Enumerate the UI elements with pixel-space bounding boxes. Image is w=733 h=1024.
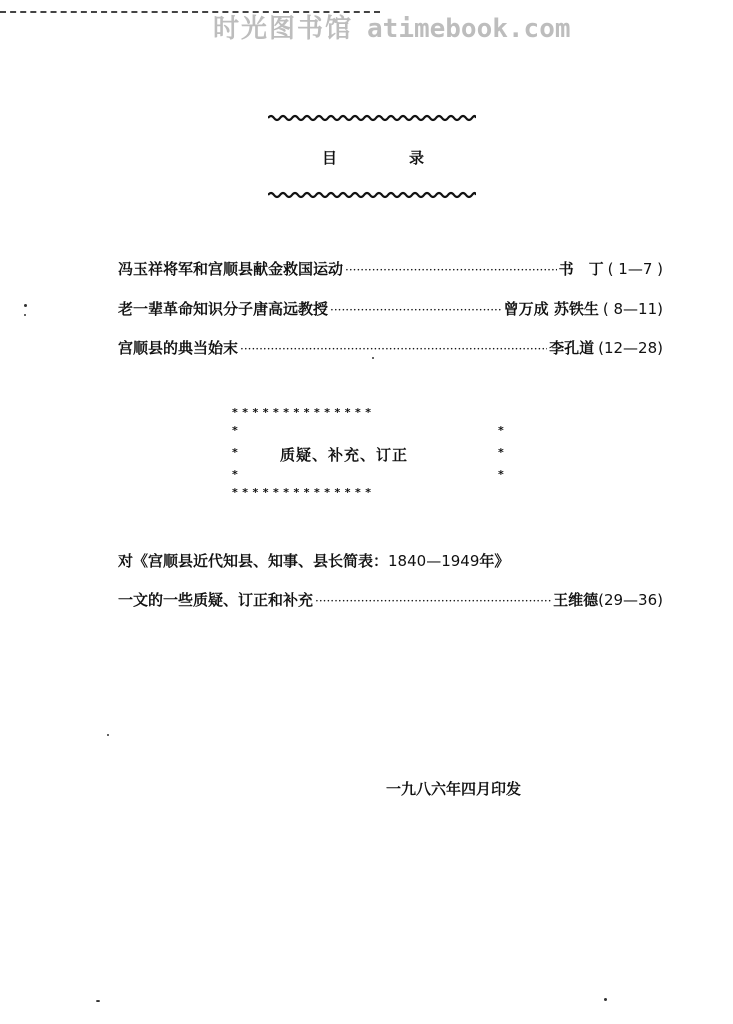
wavy-line-bottom-graphic: [268, 190, 476, 200]
scan-speck: [107, 734, 109, 736]
wavy-line-top-graphic: [268, 113, 476, 123]
article-title-line-2[interactable]: [118, 589, 663, 610]
watermark-chinese-text: 时光图书馆: [213, 14, 354, 44]
toc-entry-pages: ( 8—11): [602, 300, 663, 318]
article-title-line-1[interactable]: [118, 550, 509, 571]
toc-entry-author: 书 丁: [558, 260, 604, 278]
article-pages: (29—36): [598, 591, 663, 609]
article-title-text: 对《宫顺县近代知县、知事、县长简表：: [118, 552, 389, 570]
toc-entry[interactable]: [118, 337, 663, 358]
star-border-right: * * *: [498, 424, 504, 481]
star-border-bottom: **************: [232, 486, 376, 499]
article-author: 王维德: [553, 591, 599, 609]
toc-entry-title: 老一辈革命知识分子唐高远教授: [118, 300, 329, 318]
watermark: [213, 8, 571, 45]
article-title-years: 1840—1949: [388, 552, 480, 570]
leader-dots: [330, 303, 502, 317]
star-border-left: * * *: [232, 424, 238, 481]
article-title-continued: 一文的一些质疑、订正和补充: [118, 591, 314, 609]
top-wavy-divider: [268, 113, 476, 123]
scan-speck: [372, 357, 374, 359]
scan-speck: [24, 304, 27, 307]
star-border-top: **************: [232, 406, 376, 419]
toc-entry-author: 曾万成 苏铁生: [503, 300, 599, 318]
toc-entry[interactable]: [118, 298, 663, 319]
scan-speck: [96, 1000, 100, 1002]
scan-speck: [604, 998, 607, 1001]
leader-dots: [315, 594, 551, 608]
toc-heading-char-1: 目: [322, 149, 338, 167]
scan-speck: [24, 314, 26, 316]
article-title-end: 年》: [479, 552, 510, 570]
section-box-heading: 质疑、补充、订正: [280, 446, 409, 464]
toc-entry-title: 冯玉祥将军和宫顺县献金救国运动: [118, 260, 344, 278]
toc-heading: [322, 147, 424, 168]
leader-dots: [345, 263, 557, 277]
toc-entry-title: 宫顺县的典当始末: [118, 339, 239, 357]
toc-heading-char-2: 录: [409, 149, 425, 167]
section-box: [232, 406, 510, 498]
toc-entry[interactable]: [118, 258, 663, 279]
toc-entry-pages: (12—28): [598, 339, 663, 357]
leader-dots: [240, 342, 547, 356]
bottom-wavy-divider: [268, 190, 476, 200]
print-date: 一九八六年四月印发: [386, 780, 522, 798]
watermark-url: atimebook.com: [367, 14, 571, 44]
toc-entry-author: 李孔道: [549, 339, 595, 357]
toc-entry-pages: ( 1—7 ): [607, 260, 663, 278]
